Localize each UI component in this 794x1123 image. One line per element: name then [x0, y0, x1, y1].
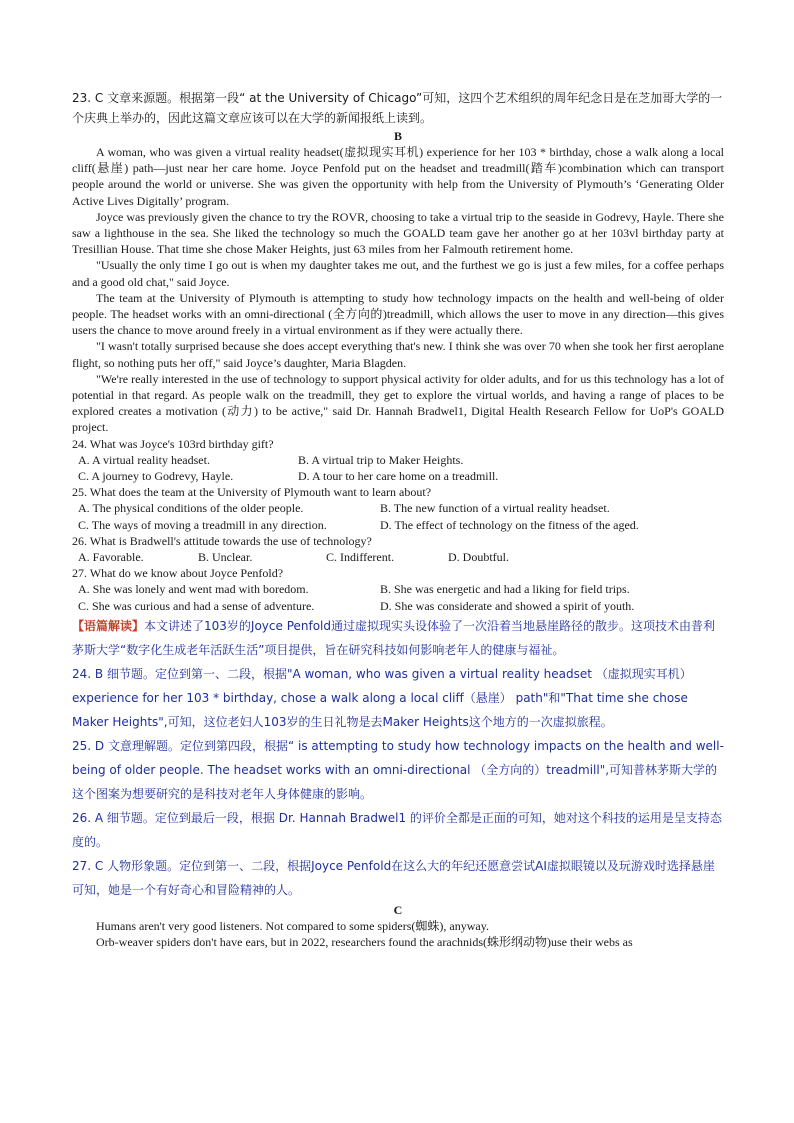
explanation-23: 23. C 文章来源题。根据第一段“ at the University of Chicago”可知，这四个艺术组织的周年纪念日是在芝加哥大学的一个庆典上举办的，因此这篇文章应该可以在大学的新闻报纸上读到。 [72, 91, 723, 125]
passage-paragraph: "Usually the only time I go out is when my daughter takes me out, and the furthest we go is just a few miles, for a coffee perhaps and a good old chat," said Joyce. [72, 258, 724, 289]
question-stem: 25. What does the team at the University of Plymouth want to learn about? [72, 485, 432, 500]
question-options [72, 500, 724, 532]
option-d: D. The effect of technology on the fitness of the aged. [380, 517, 639, 532]
question-stem: 26. What is Bradwell's attitude towards the use of technology? [72, 533, 372, 548]
option-a: A. A virtual reality headset. [78, 452, 210, 467]
option-d: D. A tour to her care home on a treadmill. [298, 469, 499, 484]
explanation-25: 25. D 文意理解题。定位到第四段，根据“ is attempting to study how technology impacts on the health and well-being of older people. The headset works with an omni-directional （全方向的）treadmill",可知普林茅斯大学的这个图案为想要研究的是科技对老年人身体健康的影响。 [72, 738, 724, 801]
option-c: C. She was curious and had a sense of adventure. [78, 598, 315, 613]
option-b: B. She was energetic and had a liking for field trips. [380, 582, 630, 597]
option-a: A. She was lonely and went mad with boredom. [78, 582, 309, 597]
passage-paragraph: A woman, who was given a virtual reality headset(虚拟现实耳机) experience for her 103 * birthday, chose a walk along a local cliff(悬崖) path—just near her care home. Joyce Penfold put on the headset and treadmill(踏车)combination which can transport people around the world or universe. She was given the opportunity with help from the University of Plymouth’s ‘Generating Older Active Lives Digitally’ program. [72, 145, 724, 208]
option-a: A. Favorable. [78, 550, 144, 565]
question-27 [72, 565, 724, 614]
option-c: C. The ways of moving a treadmill in any direction. [78, 517, 327, 532]
passage-paragraph: The team at the University of Plymouth is attempting to study how technology impacts on the health and well-being of older people. The headset works with an omni-directional (全方向的)treadmill, which allows the user to move in any direction—this gives users the chance to move around freely in a virtual environment as if they were actually there. [72, 290, 724, 338]
passage-paragraph: Orb-weaver spiders don't have ears, but in 2022, researchers found the arachnids(蛛形纲动物)use their webs as [96, 935, 633, 950]
passage-b [72, 144, 724, 436]
guide-text: 本文讲述了103岁的Joyce Penfold通过虚拟现实头设体验了一次沿着当地悬崖路径的散步。这项技术由普利茅斯大学“数字化生成老年活跃生活”项目提供，旨在研究科技如何影响老年人的健康与福祉。 [72, 618, 716, 657]
passage-paragraph: Humans aren't very good listeners. Not compared to some spiders(蜘蛛), anyway. [96, 918, 489, 933]
option-d: D. Doubtful. [448, 550, 509, 565]
document-page [72, 88, 724, 950]
option-c: C. Indifferent. [326, 550, 395, 565]
section-title-b: B [393, 129, 402, 143]
explanation-26: 26. A 细节题。定位到最后一段，根据 Dr. Hannah Bradwel1 的评价全都是正面的可知，她对这个科技的运用是呈支持态度的。 [72, 810, 722, 849]
option-b: B. A virtual trip to Maker Heights. [298, 452, 464, 467]
option-b: B. Unclear. [198, 550, 253, 565]
question-26 [72, 533, 724, 565]
option-b: B. The new function of a virtual reality headset. [380, 501, 610, 516]
question-options [72, 452, 724, 484]
passage-paragraph: Joyce was previously given the chance to try the ROVR, choosing to take a virtual trip to the seaside in Godrevy, Hayle. There she saw a lighthouse in the sea. She liked the technology so much the GOALD team gave her another go at her 103vl birthday party at Tresillian House. That time she chose Maker Heights, just 63 miles from her Falmouth retirement home. [72, 209, 724, 257]
guide-label: 【语篇解读】 [72, 618, 145, 633]
question-25 [72, 484, 724, 533]
question-stem: 24. What was Joyce's 103rd birthday gift? [72, 436, 274, 451]
option-c: C. A journey to Godrevy, Hayle. [78, 469, 234, 484]
explanation-27: 27. C 人物形象题。定位到第一、二段，根据Joyce Penfold在这么大的年纪还愿意尝试AI虚拟眼镜以及玩游戏时选择悬崖可知，她是一个有好奇心和冒险精神的人。 [72, 858, 715, 897]
section-title-c: C [393, 902, 403, 917]
question-options [72, 581, 724, 613]
explanation-24: 24. B 细节题。定位到第一、二段，根据"A woman, who was given a virtual reality headset （虚拟现实耳机）experience for her 103 * birthday, chose a walk along a local cliff（悬崖） path"和"That time she chose Maker Heights",可知，这位老妇人103岁的生日礼物是去Maker Heights这个地方的一次虚拟旅程。 [72, 666, 692, 729]
option-a: A. The physical conditions of the older people. [78, 501, 304, 516]
question-24 [72, 436, 724, 485]
passage-guide [72, 614, 724, 662]
passage-paragraph: "I wasn't totally surprised because she does accept everything that's new. I think she was over 70 when she took her first aeroplane flight, so nothing puts her off," said Joyce’s daughter, Maria Blagden. [72, 339, 724, 370]
option-d: D. She was considerate and showed a spirit of youth. [380, 598, 635, 613]
question-stem: 27. What do we know about Joyce Penfold? [72, 566, 284, 581]
question-options [72, 549, 724, 565]
passage-paragraph: "We're really interested in the use of technology to support physical activity for older adults, and for us this technology has a lot of potential in that regard. As people walk on the treadmill, they get to explore the virtual worlds, and having a range of places to be explored creates a motivation (动力) to be active," said Dr. Hannah Bradwel1, Digital Health Research Fellow for UoP's GOALD project. [72, 371, 724, 435]
